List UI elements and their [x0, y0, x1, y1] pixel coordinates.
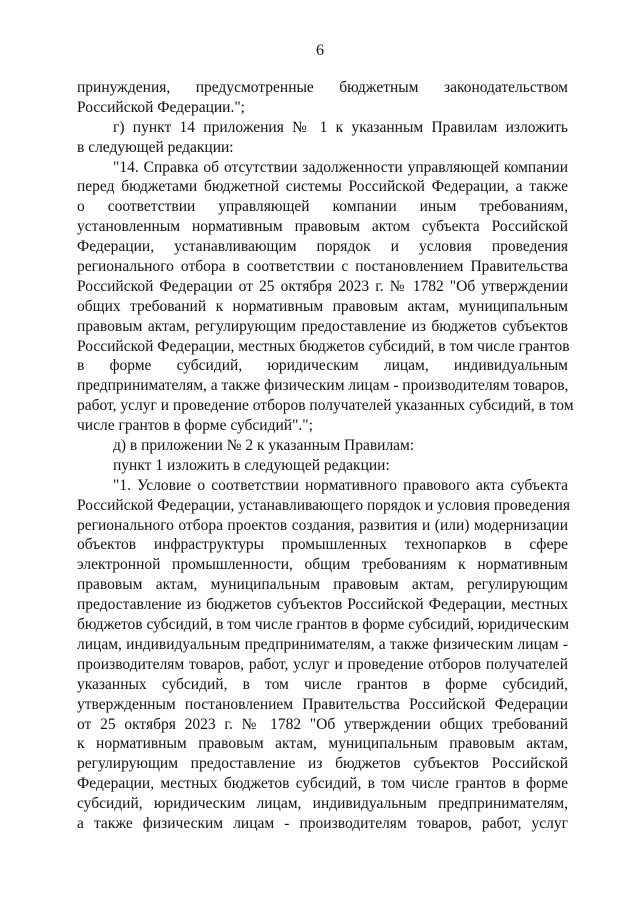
text-line: Федерации, местных бюджетов субсидий, в том числе грантов в форме: [77, 775, 568, 793]
page-number: 6: [316, 42, 324, 59]
text-line: а также физическим лицам - производителям товаров, работ, услуг: [77, 814, 568, 832]
text-line: установленным нормативным правовым актом субъекта Российской: [77, 218, 568, 236]
text-line: в форме субсидий, юридическим лицам, индивидуальным: [77, 357, 568, 375]
text-line: общих требований к нормативным правовым актам, муниципальным: [77, 297, 568, 315]
text-line: объектов инфраструктуры промышленных технопарков в сфере: [77, 536, 568, 554]
text-line: "1. Условие о соответствии нормативного правового акта субъекта: [113, 476, 568, 494]
text-line: г) пункт 14 приложения № 1 к указанным Правилам изложить: [113, 118, 568, 136]
text-line: регионального отбора проектов создания, развития и (или) модернизации: [77, 516, 568, 534]
text-line: правовым актам, регулирующим предоставление из бюджетов субъектов: [77, 317, 568, 335]
text-line: производителям товаров, работ, услуг и проведение отборов получателей: [77, 655, 568, 673]
text-line: Федерации, устанавливающим порядок и условия проведения: [77, 238, 568, 256]
text-line: указанных субсидий, в том числе грантов в форме субсидий,: [77, 675, 568, 693]
text-line: о соответствии управляющей компании иным требованиям,: [77, 198, 568, 216]
text-line: Российской Федерации от 25 октября 2023 г. № 1782 "Об утверждении: [77, 277, 568, 295]
text-line: к нормативным правовым актам, муниципальным правовым актам,: [77, 735, 568, 753]
text-line: регулирующим предоставление из бюджетов субъектов Российской: [77, 755, 568, 773]
text-line: Российской Федерации, местных бюджетов субсидий, в том числе грантов: [77, 337, 570, 355]
text-line: лицам, индивидуальным предпринимателям, а также физическим лицам -: [77, 635, 568, 653]
text-line: бюджетов субсидий, в том числе грантов в форме субсидий, юридическим: [77, 616, 570, 634]
text-line: от 25 октября 2023 г. № 1782 "Об утверждении общих требований: [77, 715, 568, 733]
text-line: д) в приложении № 2 к указанным Правилам:: [113, 437, 415, 455]
text-line: субсидий, юридическим лицам, индивидуальным предпринимателям,: [77, 795, 568, 813]
text-line: Российской Федерации, устанавливающего порядок и условия проведения: [77, 496, 571, 514]
text-line: предпринимателям, а также физическим лицам - производителям товаров,: [77, 377, 569, 395]
text-line: Российской Федерации.";: [77, 98, 245, 116]
text-line: принуждения, предусмотренные бюджетным законодательством: [77, 79, 568, 96]
text-line: работ, услуг и проведение отборов получателей указанных субсидий, в том: [77, 397, 574, 415]
text-line: в следующей редакции:: [77, 138, 234, 156]
text-line: регионального отбора в соответствии с постановлением Правительства: [77, 258, 568, 276]
text-line: числе грантов в форме субсидий".";: [77, 417, 313, 435]
text-line: правовым актам, муниципальным правовым актам, регулирующим: [77, 576, 568, 594]
text-line: утвержденным постановлением Правительства Российской Федерации: [77, 695, 568, 713]
text-line: пункт 1 изложить в следующей редакции:: [113, 456, 390, 474]
document-body: [77, 78, 574, 834]
text-line: "14. Справка об отсутствии задолженности управляющей компании: [113, 158, 568, 176]
text-line: электронной промышленности, общим требованиям к нормативным: [77, 556, 568, 574]
text-line: предоставление из бюджетов субъектов Российской Федерации, местных: [77, 596, 568, 614]
text-line: перед бюджетами бюджетной системы Российской Федерации, а также: [77, 178, 568, 196]
